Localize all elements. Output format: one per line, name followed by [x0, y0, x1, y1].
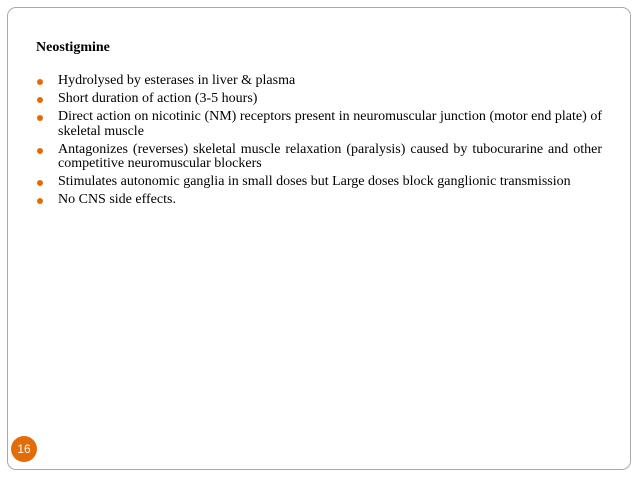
- bullet-text: Stimulates autonomic ganglia in small doses but Large doses block ganglionic transmission: [58, 174, 571, 189]
- bullet-dot-icon: [37, 97, 43, 103]
- bullet-dot-icon: [37, 198, 43, 204]
- bullet-dot-icon: [37, 115, 43, 121]
- bullet-dot-icon: [37, 79, 43, 85]
- bullet-item: [36, 175, 602, 190]
- bullet-text: Direct action on nicotinic (NM) receptors present in neuromuscular junction (motor end plate) of skeletal muscle: [58, 109, 602, 139]
- bullet-item: [36, 92, 602, 107]
- slide-content: [36, 40, 602, 211]
- bullet-text: Hydrolysed by esterases in liver & plasma: [58, 73, 296, 88]
- bullet-dot-icon: [37, 148, 43, 154]
- bullet-item: [36, 193, 602, 208]
- slide-heading: Neostigmine: [36, 40, 110, 55]
- bullet-text: No CNS side effects.: [58, 192, 176, 207]
- bullet-item: [36, 74, 602, 89]
- page-number-badge: 16: [11, 436, 37, 462]
- bullet-list: [36, 74, 602, 208]
- bullet-item: [36, 143, 602, 172]
- bullet-text: Short duration of action (3-5 hours): [58, 91, 258, 106]
- bullet-dot-icon: [37, 180, 43, 186]
- bullet-item: [36, 110, 602, 139]
- bullet-text: Antagonizes (reverses) skeletal muscle relaxation (paralysis) caused by tubocurarine and other competitive neuromuscular blockers: [58, 141, 602, 171]
